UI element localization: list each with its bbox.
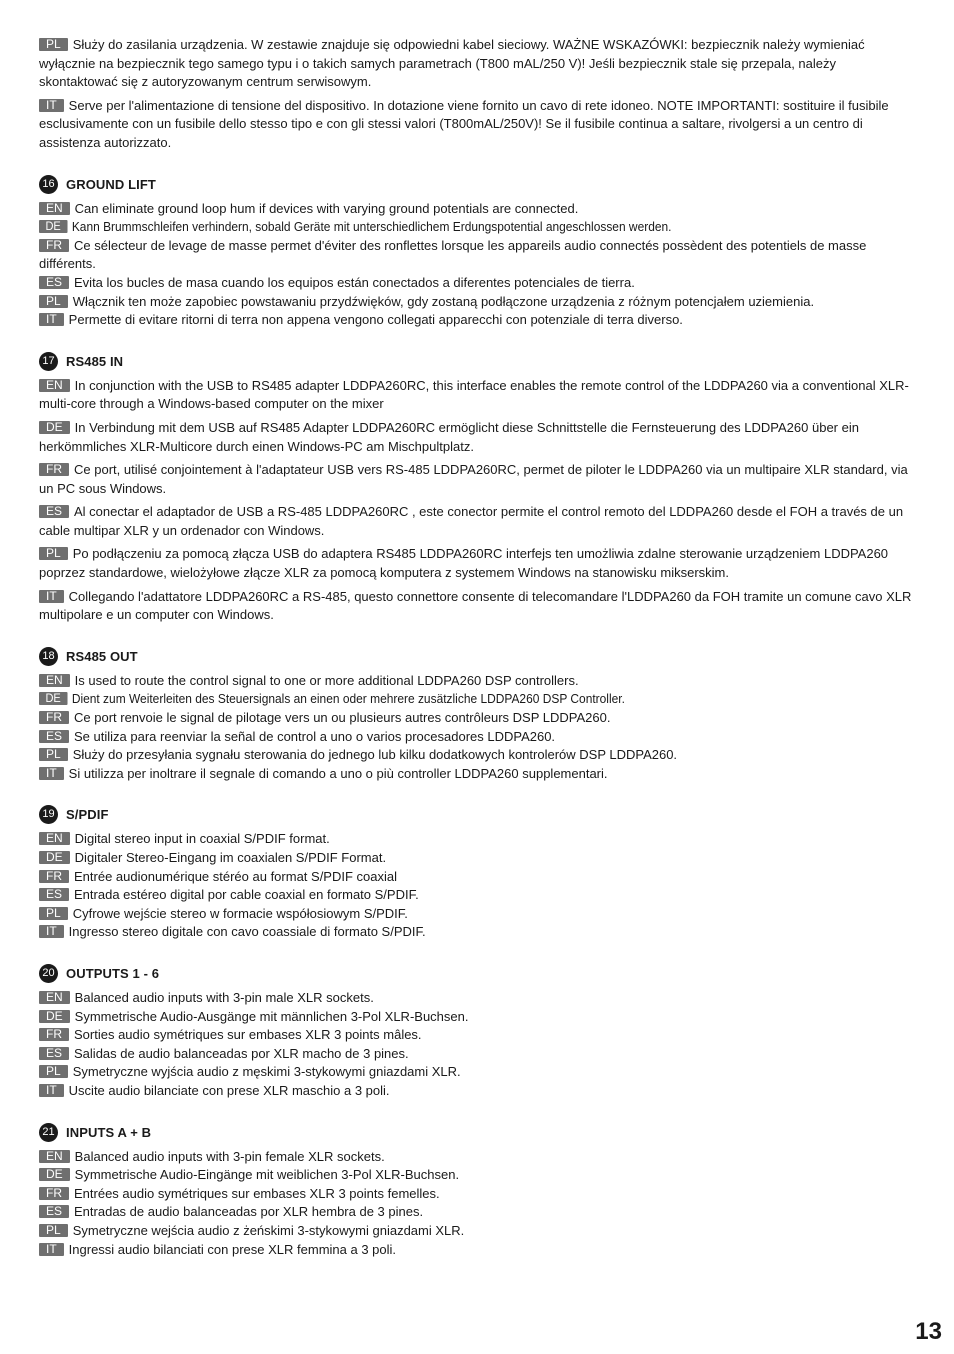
item-fr [39, 1026, 917, 1045]
section-rs485-in [39, 352, 917, 625]
item-text: Ce port renvoie le signal de pilotage vers un ou plusieurs autres contrôleurs DSP LDDPA260. [74, 710, 611, 726]
section-heading [39, 1123, 917, 1142]
item-text: Permette di evitare ritorni di terra non appena vengono collegati apparecchi con potenziale di terra diverso. [68, 312, 683, 328]
lang-badge: EN [39, 1150, 70, 1163]
section-rs485-out [39, 647, 917, 784]
lang-badge: ES [39, 276, 69, 289]
lang-badge: ES [39, 505, 69, 518]
item-en [39, 989, 917, 1008]
section-heading [39, 647, 917, 666]
lang-badge: FR [39, 870, 69, 883]
item-text: Ingressi audio bilanciati con prese XLR femmina a 3 poli. [68, 1241, 397, 1257]
intro-block [39, 36, 917, 153]
item-en [39, 200, 917, 219]
item-en [39, 672, 917, 691]
intro-text-pl: Służy do zasilania urządzenia. W zestawie znajduje się odpowiedni kabel sieciowy. WAŻNE WSKAZÓWKI: bezpiecznik należy wymieniać wyłącznie na bezpiecznik tego samego typu i o takich samych parametrach (T800 mAL/250 V)! Jeśli bezpiecznik stale się przepala, należy skontaktować się z autoryzowanym centrum serwisowym. [39, 37, 865, 90]
item-text: In conjunction with the USB to RS485 adapter LDDPA260RC, this interface enables the remote control of the LDDPA260 via a conventional XLR-multi-core through a Windows-based computer on the mixer [39, 377, 909, 412]
lang-badge: IT [39, 925, 64, 938]
item-text: Symetryczne wyjścia audio z męskimi 3-stykowymi gniazdami XLR. [72, 1064, 461, 1080]
lang-badge: DE [39, 220, 67, 233]
item-es [39, 728, 917, 747]
item-text: Entrée audionumérique stéréo au format S/PDIF coaxial [74, 868, 398, 884]
lang-badge: EN [39, 379, 70, 392]
item-text: Entrada estéreo digital por cable coaxial en formato S/PDIF. [74, 887, 419, 903]
item-text: Is used to route the control signal to one or more additional LDDPA260 DSP controllers. [74, 672, 579, 688]
section-title: OUTPUTS 1 - 6 [66, 965, 160, 981]
lang-badge: ES [39, 1205, 69, 1218]
item-pl [39, 1063, 917, 1082]
lang-badge: EN [39, 991, 70, 1004]
item-es [39, 1045, 917, 1064]
item-text: In Verbindung mit dem USB auf RS485 Adapter LDDPA260RC ermöglicht diese Schnittstelle die Fernsteuerung des LDDPA260 über ein herkömmliches XLR-Multicore durch einen Windows-PC am Mischpultplatz. [39, 419, 859, 454]
item-text: Kann Brummschleifen verhindern, sobald Geräte mit unterschiedlichem Erdungspotential angeschlossen werden. [71, 219, 672, 235]
section-number-badge: 19 [39, 805, 58, 824]
item-text: Służy do przesyłania sygnału sterowania do jednego lub kilku dodatkowych kontrolerów DSP LDDPA260. [72, 747, 678, 763]
item-fr [39, 709, 917, 728]
lang-badge: IT [39, 313, 64, 326]
lang-badge: IT [39, 1243, 64, 1256]
lang-badge: PL [39, 748, 68, 761]
section-title: S/PDIF [66, 807, 109, 823]
item-pl [39, 905, 917, 924]
lang-badge: IT [39, 767, 64, 780]
lang-badge-it: IT [39, 99, 64, 112]
section-ground-lift [39, 175, 917, 330]
section-heading [39, 964, 917, 983]
item-text: Po podłączeniu za pomocą złącza USB do adaptera RS485 LDDPA260RC interfejs ten umożliwia zdalne sterowanie urządzeniem LDDPA260 poprzez standardowe, wielożyłowe złącze XLR za pomocą komputera z systemem Windows na stanowisku mikserskim. [39, 546, 889, 581]
lang-badge: DE [39, 1010, 70, 1023]
item-de [39, 690, 847, 709]
intro-paragraph-it [39, 97, 917, 153]
lang-badge: IT [39, 590, 64, 603]
item-de [39, 849, 917, 868]
item-pl [39, 746, 917, 765]
item-pl [39, 293, 917, 312]
item-text: Al conectar el adaptador de USB a RS-485 LDDPA260RC , este conector permite el control remoto del LDDPA260 desde el FOH a través de un cable multipar XLR y un ordenador con Windows. [39, 504, 904, 538]
item-text: Collegando l'adattatore LDDPA260RC a RS-485, questo connettore consente di telecomandare l'LDDPA260 da FOH tramite un comune cavo XLR multipolare e un computer con Windows. [39, 588, 912, 623]
section-spdif [39, 805, 917, 942]
lang-badge: DE [39, 851, 70, 864]
item-text: Balanced audio inputs with 3-pin male XLR sockets. [74, 989, 374, 1005]
lang-badge: PL [39, 1065, 68, 1078]
item-es [39, 1203, 917, 1222]
section-outputs [39, 964, 917, 1101]
item-text: Can eliminate ground loop hum if devices with varying ground potentials are connected. [74, 200, 579, 216]
section-heading [39, 352, 917, 371]
lang-badge: ES [39, 888, 69, 901]
lang-badge: DE [39, 421, 70, 434]
item-text: Włącznik ten może zapobiec powstawaniu przydźwięków, gdy zostaną podłączone urządzenia z różnym potencjałem uziemienia. [72, 293, 815, 309]
item-es [39, 503, 917, 540]
lang-badge: FR [39, 463, 69, 476]
lang-badge: ES [39, 1047, 69, 1060]
lang-badge: IT [39, 1084, 64, 1097]
lang-badge: ES [39, 730, 69, 743]
item-text: Dient zum Weiterleiten des Steuersignals an einen oder mehrere zusätzliche LDDPA260 DSP Controller. [71, 691, 625, 707]
section-title: GROUND LIFT [66, 176, 156, 192]
item-it [39, 311, 917, 330]
item-it [39, 1082, 917, 1101]
lang-badge: PL [39, 295, 68, 308]
lang-badge: PL [39, 547, 68, 560]
item-it [39, 588, 917, 625]
item-en [39, 377, 917, 414]
intro-paragraph-pl [39, 36, 917, 92]
item-en [39, 830, 917, 849]
manual-content [39, 36, 917, 1259]
lang-badge: PL [39, 1224, 68, 1237]
item-text: Ce port, utilisé conjointement à l'adaptateur USB vers RS-485 LDDPA260RC, permet de piloter le LDDPA260 via un multipaire XLR standard, via un PC sous Windows. [39, 462, 908, 496]
section-title: INPUTS A + B [66, 1124, 152, 1140]
item-fr [39, 868, 917, 887]
item-fr [39, 461, 917, 498]
section-heading [39, 805, 917, 824]
section-number-badge: 21 [39, 1123, 58, 1142]
section-heading [39, 175, 917, 194]
lang-badge: EN [39, 202, 70, 215]
item-pl [39, 1222, 917, 1241]
item-de [39, 1008, 917, 1027]
item-text: Si utilizza per inoltrare il segnale di comando a uno o più controller LDDPA260 supplementari. [68, 765, 608, 781]
lang-badge: PL [39, 907, 68, 920]
lang-badge: DE [39, 692, 67, 705]
item-it [39, 1241, 917, 1260]
item-text: Symmetrische Audio-Ausgänge mit männlichen 3-Pol XLR-Buchsen. [74, 1008, 469, 1024]
item-text: Uscite audio bilanciate con prese XLR maschio a 3 poli. [68, 1082, 390, 1098]
lang-badge-pl: PL [39, 38, 68, 51]
item-text: Entrées audio symétriques sur embases XLR 3 points femelles. [74, 1185, 440, 1201]
item-text: Cyfrowe wejście stereo w formacie współosiowym S/PDIF. [72, 905, 408, 921]
section-number-badge: 20 [39, 964, 58, 983]
item-fr [39, 237, 917, 274]
item-es [39, 886, 917, 905]
lang-badge: DE [39, 1168, 70, 1181]
page-number: 13 [915, 1318, 942, 1345]
item-text: Ingresso stereo digitale con cavo coassiale di formato S/PDIF. [68, 924, 426, 940]
item-it [39, 765, 917, 784]
item-text: Balanced audio inputs with 3-pin female XLR sockets. [74, 1148, 385, 1164]
item-en [39, 1148, 917, 1167]
section-title: RS485 IN [66, 353, 124, 369]
item-it [39, 923, 917, 942]
item-fr [39, 1185, 917, 1204]
item-text: Digitaler Stereo-Eingang im coaxialen S/PDIF Format. [74, 850, 387, 865]
item-text: Evita los bucles de masa cuando los equipos están conectados a diferentes potenciales de tierra. [74, 274, 635, 290]
item-text: Symetryczne wejścia audio z żeńskimi 3-stykowymi gniazdami XLR. [72, 1222, 465, 1238]
item-pl [39, 545, 917, 582]
lang-badge: FR [39, 239, 69, 252]
section-number-badge: 18 [39, 647, 58, 666]
item-text: Symmetrische Audio-Eingänge mit weiblichen 3-Pol XLR-Buchsen. [74, 1167, 460, 1183]
section-title: RS485 OUT [66, 648, 138, 664]
lang-badge: FR [39, 1187, 69, 1200]
lang-badge: EN [39, 674, 70, 687]
lang-badge: FR [39, 711, 69, 724]
item-de [39, 218, 847, 237]
item-de [39, 1166, 917, 1185]
item-text: Salidas de audio balanceadas por XLR macho de 3 pines. [74, 1045, 409, 1061]
item-text: Se utiliza para reenviar la señal de control a uno o varios procesadores LDDPA260. [74, 728, 556, 744]
item-text: Ce sélecteur de levage de masse permet d'éviter des ronflettes lorsque les appareils audio connectés possèdent des potentiels de masse différents. [39, 237, 867, 272]
section-number-badge: 17 [39, 352, 58, 371]
lang-badge: FR [39, 1028, 69, 1041]
item-de [39, 419, 917, 456]
item-text: Entradas de audio balanceadas por XLR hembra de 3 pines. [74, 1204, 424, 1220]
item-text: Sorties audio symétriques sur embases XLR 3 points mâles. [74, 1027, 422, 1043]
section-inputs [39, 1123, 917, 1260]
intro-text-it: Serve per l'alimentazione di tensione del dispositivo. In dotazione viene fornito un cavo di rete idoneo. NOTE IMPORTANTI: sostituire il fusibile esclusivamente con un fusibile dello stesso tipo e con gli stessi valori (T800mAL/250V)! Se il fusibile continua a saltare, rivolgersi a un centro di assistenza autorizzato. [39, 97, 889, 150]
lang-badge: EN [39, 832, 70, 845]
item-text: Digital stereo input in coaxial S/PDIF format. [74, 831, 330, 847]
item-es [39, 274, 917, 293]
section-number-badge: 16 [39, 175, 58, 194]
